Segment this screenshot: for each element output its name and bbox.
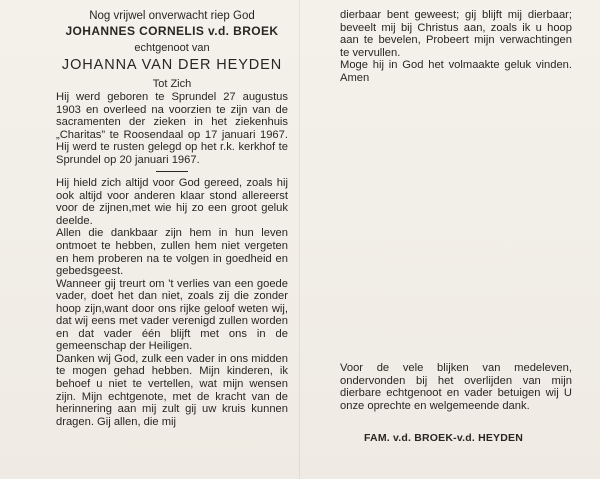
thanks-text: Voor de vele blijken van medeleven, ondervonden bij het overlijden van mijn dierbare echtgenoot en vader betuigen wij U onze oprechte en welgemeende dank. (340, 362, 572, 412)
paragraph-4: Danken wij God, zulk een vader in ons midden te mogen gehad hebben. Mijn kinderen, ik behoef u niet te vertellen, wat mijn wensen zijn. Mijn echtgenote, met de kracht van de herinnering aan mij zult gij uw kruis kunnen dragen. Gij allen, die mij (56, 352, 288, 428)
thanks-block (340, 362, 572, 412)
biography: Hij werd geboren te Sprundel 27 augustus 1903 en overleed na voorzien te zijn van de sacramenten der zieken in het ziekenhuis „Charitas” te Roosendaal op 17 januari 1967. Hij werd te rusten gelegd op het r.k. kerkhof te Sprundel op 20 januari 1967. (56, 91, 288, 166)
right-page-top (340, 9, 572, 84)
divider (156, 171, 188, 172)
card-fold (299, 0, 300, 479)
intro-line: Nog vrijwel onverwacht riep God (89, 10, 255, 22)
tot-zich: Tot Zich (152, 78, 192, 90)
spouse-name: JOHANNA VAN DER HEYDEN (61, 57, 283, 73)
spouse-label: echtgenoot van (134, 42, 210, 54)
left-page (56, 9, 288, 428)
closing-prayer: Moge hij in God het volmaakte geluk vinden. Amen (340, 59, 572, 84)
deceased-name: JOHANNES CORNELIS v.d. BROEK (65, 24, 279, 38)
family-signature: FAM. v.d. BROEK-v.d. HEYDEN (364, 432, 524, 444)
paragraph-3: Wanneer gij treurt om 't verlies van een goede vader, doet het dan niet, zoals zij die zonder hoop zijn,want door ons rijke geloof weten wij, dat wij eens met vader verenigd zullen worden en dat vader één blijft met ons in de gemeenschap der Heiligen. (56, 277, 288, 353)
continuation-text: dierbaar bent geweest; gij blijft mij dierbaar; beveelt mij bij Christus aan, zoals ik u hoop aan te bevelen, Probeert mijn verwachtingen te vervullen. (340, 9, 572, 59)
paragraph-1: Hij hield zich altijd voor God gereed, zoals hij ook altijd voor anderen klaar stond allereerst voor de zijnen,met wie hij zo een groot geluk deelde. (56, 177, 288, 227)
paragraph-2: Allen die dankbaar zijn hem in hun leven ontmoet te hebben, zullen hem niet vergeten en hem proberen na te volgen in goedheid en gebedsgeest. (56, 227, 288, 278)
